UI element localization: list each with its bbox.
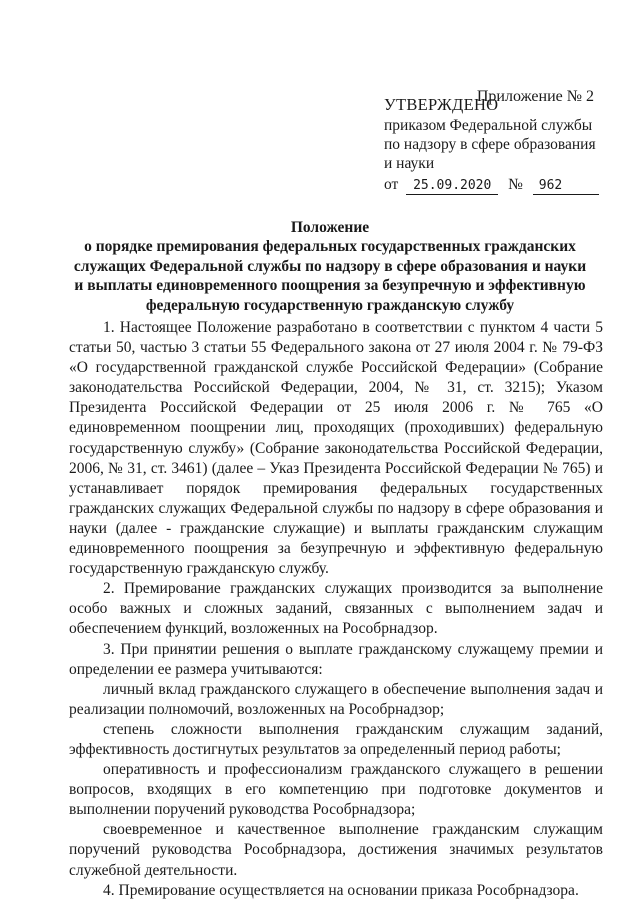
approval-date: 25.09.2020	[406, 178, 498, 195]
approved-line: и науки	[384, 155, 435, 172]
document-title	[60, 218, 600, 315]
title-line: федеральную государственную гражданскую службу	[145, 296, 515, 314]
approval-block	[384, 95, 604, 195]
appendix-label: Приложение № 2	[476, 88, 594, 105]
title-line: и выплаты единовременного поощрения за безупречную и эффективную	[74, 277, 586, 295]
paragraph-4: 4. Премирование осуществляется на основании приказа Рособрнадзора.	[103, 881, 579, 899]
date-prefix: от	[384, 176, 399, 193]
order-number: 962	[533, 178, 599, 195]
number-label: №	[508, 176, 523, 193]
approved-line: по надзору в сфере образования	[384, 136, 596, 153]
criterion-timeliness: своевременное и качественное выполнение гражданским служащим поручений руководства Рособрнадзора, достижения значимых результатов служебной деятельности.	[69, 821, 603, 879]
title-line: о порядке премирования федеральных государственных гражданских	[84, 238, 576, 256]
criterion-efficiency: оперативность и профессионализм гражданского служащего в решении вопросов, входящих в его компетенцию при подготовке документов и выполнении поручений руководства Рособрнадзора;	[69, 761, 603, 819]
title-line: служащих Федеральной службы по надзору в сфере образования и науки	[73, 257, 587, 275]
title-line: Положение	[290, 219, 370, 236]
paragraph-1: 1. Настоящее Положение разработано в соответствии с пунктом 4 части 5 статьи 50, частью 3 статьи 55 Федерального закона от 27 июля 2004 г. № 79-ФЗ «О государственной гражданской службе Российской Федерации» (Собрание законодательства Российской Федерации, 2004, № 31, ст. 3215); Указом Президента Российской Федерации от 25 июля 2006 г. № 765 «О единовременном поощрении лиц, проходящих (проходивших) федеральную государственную службу» (Собрание законодательства Российской Федерации, 2006, № 31, ст. 3461) (далее – Указ Президента Российской Федерации № 765) и устанавливает порядок премирования федеральных государственных гражданских служащих Федеральной службы по надзору в сфере образования и науки (далее - гражданские служащие) и выплаты гражданским служащим единовременного поощрения за безупречную и эффективную федеральную государственную гражданскую службу.	[69, 319, 603, 578]
criterion-complexity: степень сложности выполнения гражданским служащим заданий, эффективность достигнутых результатов за определенный период работы;	[69, 720, 603, 758]
approved-title: УТВЕРЖДЕНО	[384, 95, 499, 114]
criterion-personal-contribution: личный вклад гражданского служащего в обеспечение выполнения задач и реализации полномочий, возложенных на Рособрнадзор;	[69, 680, 603, 718]
approved-line: приказом Федеральной службы	[384, 117, 593, 134]
paragraph-3: 3. При принятии решения о выплате гражданскому служащему премии и определении ее размера учитываются:	[69, 640, 603, 678]
document-body	[69, 318, 603, 901]
approval-date-row	[384, 175, 604, 195]
paragraph-2: 2. Премирование гражданских служащих производится за выполнение особо важных и сложных заданий, связанных с выполнением задач и обеспечением функций, возложенных на Рособрнадзор.	[69, 580, 603, 638]
